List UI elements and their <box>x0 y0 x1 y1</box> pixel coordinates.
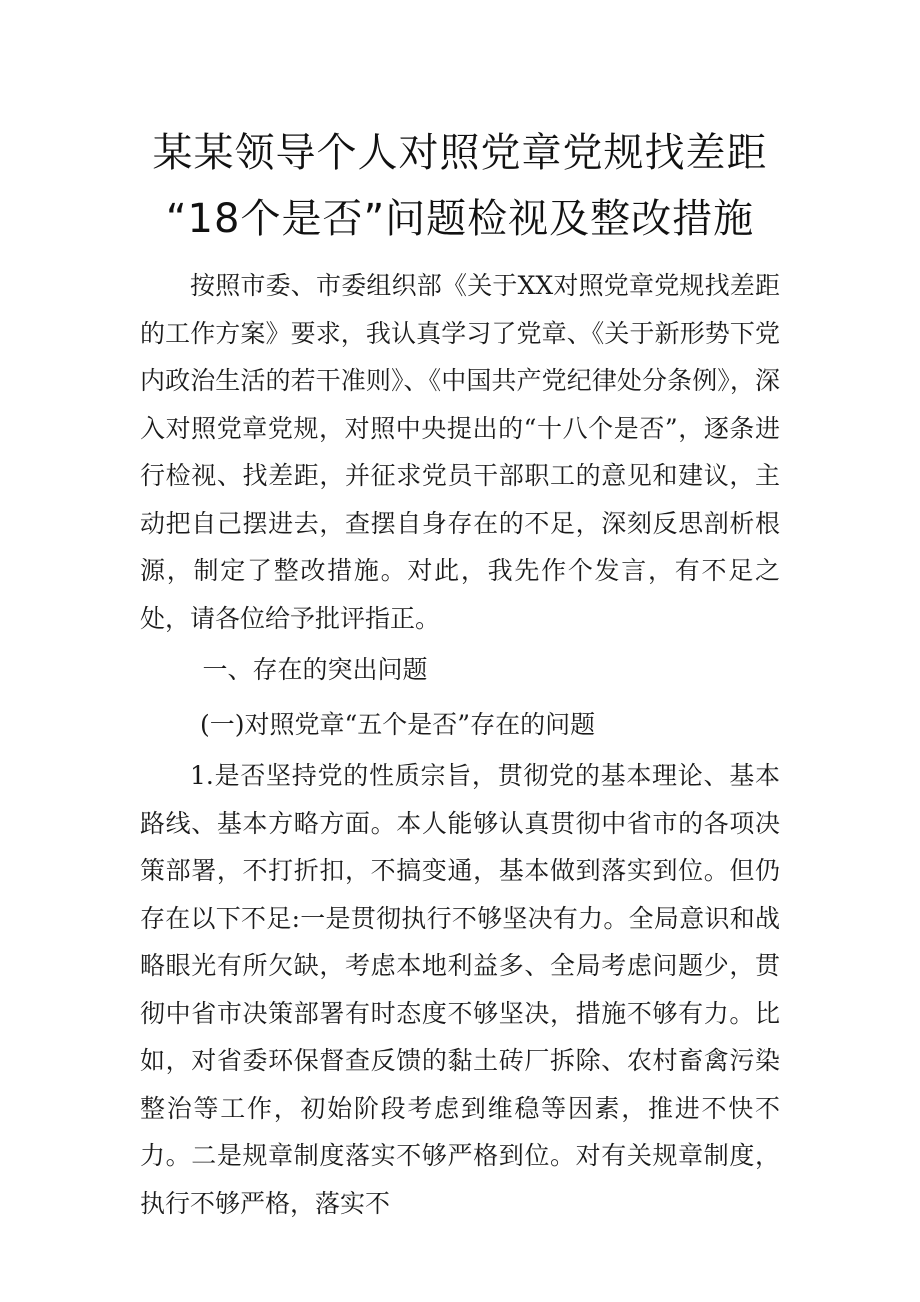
document-body <box>140 262 780 1227</box>
section-heading: 一、存在的突出问题 <box>202 655 428 684</box>
item-1-paragraph: 1.是否坚持党的性质宗旨，贯彻党的基本理论、基本路线、基本方略方面。本人能够认真贯彻中省市的各项决策部署，不打折扣，不搞变通，基本做到落实到位。但仍存在以下不足:一是贯彻执行不够坚决有力。全局意识和战略眼光有所欠缺，考虑本地利益多、全局考虑问题少，贯彻中省市决策部署有时态度不够坚决，措施不够有力。比如，对省委环保督查反馈的黏土砖厂拆除、农村畜禽污染整治等工作，初始阶段考虑到维稳等因素，推进不快不力。二是规章制度落实不够严格到位。对有关规章制度，执行不够严格，落实不 <box>140 761 780 1218</box>
title-line-2: “18个是否”问题检视及整改措施 <box>165 196 755 242</box>
document-title <box>0 120 920 252</box>
intro-paragraph: 按照市委、市委组织部《关于XX对照党章党规找差距的工作方案》要求，我认真学习了党章、《关于新形势下党内政治生活的若干准则》、《中国共产党纪律处分条例》，深入对照党章党规，对照中央提出的“十八个是否”，逐条进行检视、找差距，并征求党员干部职工的意见和建议，主动把自己摆进去，查摆自身存在的不足，深刻反思剖析根源，制定了整改措施。对此，我先作个发言，有不足之处，请各位给予批评指正。 <box>140 271 780 633</box>
title-line-1: 某某领导个人对照党章党规找差距 <box>152 130 768 176</box>
subsection-heading: (一)对照党章“五个是否”存在的问题 <box>200 710 596 739</box>
